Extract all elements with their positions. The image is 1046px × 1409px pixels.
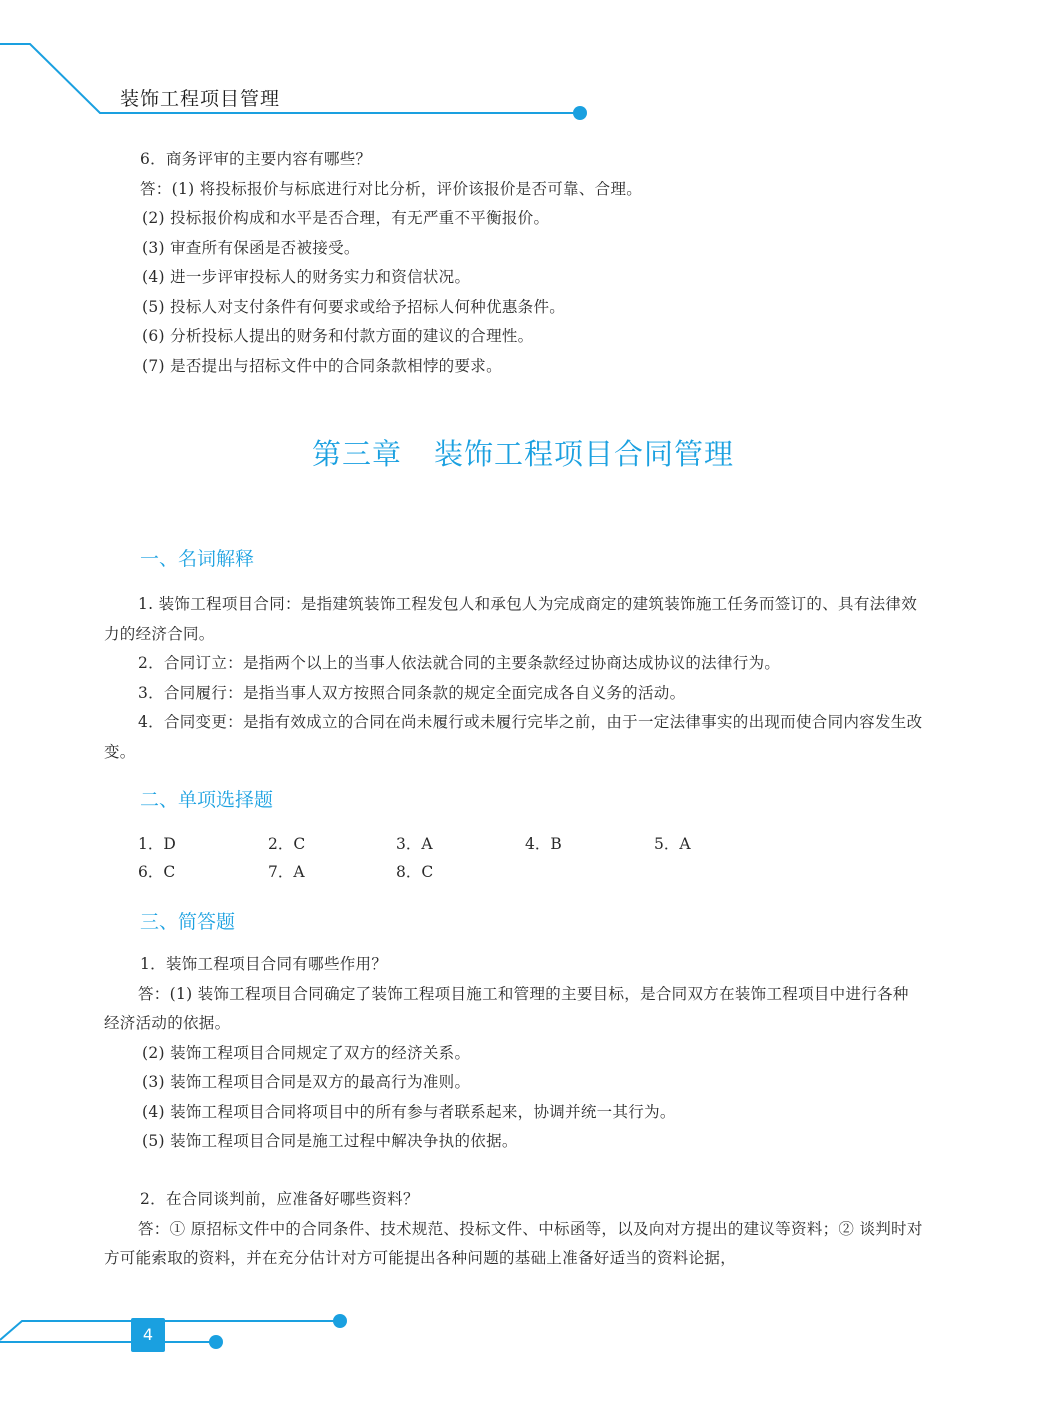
q6-item: (6) 分析投标人提出的财务和付款方面的建议的合理性。 bbox=[142, 327, 534, 345]
q6-question: 6．商务评审的主要内容有哪些？ bbox=[140, 150, 372, 168]
sq1-item: (5) 装饰工程项目合同是施工过程中解决争执的依据。 bbox=[142, 1132, 518, 1150]
answer-item: 3．A bbox=[396, 835, 433, 853]
chapter-number: 第三章 bbox=[311, 437, 402, 471]
answer-item: 4．B bbox=[525, 835, 562, 853]
q6-item: (3) 审查所有保函是否被接受。 bbox=[142, 238, 360, 257]
answer-item: 8．C bbox=[396, 863, 434, 881]
answer-item: 6．C bbox=[138, 863, 176, 881]
term-item: 1. 装饰工程项目合同：是指建筑装饰工程发包人和承包人为完成商定的建筑装饰施工任务而签订的、具有法律效力的经济合同。 bbox=[104, 595, 918, 643]
q6-item: (4) 进一步评审投标人的财务实力和资信状况。 bbox=[142, 268, 471, 286]
terms-block bbox=[104, 590, 924, 767]
answer-item: 7．A bbox=[268, 863, 305, 881]
q6-answer-first: 答：(1) 将投标报价与标底进行对比分析，评价该报价是否可靠、合理。 bbox=[140, 179, 643, 198]
chapter-title: 装饰工程项目合同管理 bbox=[434, 437, 735, 471]
q6-item: (7) 是否提出与招标文件中的合同条款相悖的要求。 bbox=[142, 356, 502, 375]
answer-item: 5．A bbox=[654, 835, 691, 853]
chapter-heading bbox=[0, 432, 1046, 473]
header-title: 装饰工程项目管理 bbox=[120, 88, 281, 110]
term-item: 3．合同履行：是指当事人双方按照合同条款的规定全面完成各自义务的活动。 bbox=[138, 683, 686, 702]
term-item: 4．合同变更：是指有效成立的合同在尚未履行或未履行完毕之前，由于一定法律事实的出现而使合同内容发生改变。 bbox=[104, 713, 923, 761]
section-heading-terms: 一、名词解释 bbox=[140, 548, 255, 570]
answer-item: 2．C bbox=[268, 835, 306, 853]
q6-item: (5) 投标人对支付条件有何要求或给予招标人何种优惠条件。 bbox=[142, 297, 566, 316]
sq1-question: 1．装饰工程项目合同有哪些作用？ bbox=[140, 955, 388, 973]
term-item: 2．合同订立：是指两个以上的当事人依法就合同的主要条款经过协商达成协议的法律行为。 bbox=[138, 654, 781, 672]
page-number: 4 bbox=[131, 1318, 165, 1352]
sq1-item: (4) 装饰工程项目合同将项目中的所有参与者联系起来，协调并统一其行为。 bbox=[142, 1102, 676, 1121]
sq1-item: (2) 装饰工程项目合同规定了双方的经济关系。 bbox=[142, 1043, 471, 1062]
q6-item: (2) 投标报价构成和水平是否合理，有无严重不平衡报价。 bbox=[142, 209, 550, 227]
sq1-answer-first: 答：(1) 装饰工程项目合同确定了装饰工程项目施工和管理的主要目标，是合同双方在装饰工程项目中进行各种经济活动的依据。 bbox=[104, 984, 909, 1032]
sq2-question: 2．在合同谈判前，应准备好哪些资料？ bbox=[140, 1190, 419, 1208]
sq1-block bbox=[104, 950, 924, 1157]
sq1-item: (3) 装饰工程项目合同是双方的最高行为准则。 bbox=[142, 1073, 471, 1091]
q6-block bbox=[104, 145, 924, 381]
answer-item: 1．D bbox=[138, 835, 176, 853]
sq2-block bbox=[104, 1185, 924, 1274]
sq2-answer: 答：① 原招标文件中的合同条件、技术规范、投标文件、中标函等，以及向对方提出的建议等资料；② 谈判时对方可能索取的资料，并在充分估计对方可能提出各种问题的基础上准备好适当的资料论据， bbox=[104, 1219, 923, 1267]
section-heading-short: 三、简答题 bbox=[140, 911, 236, 933]
section-heading-choice: 二、单项选择题 bbox=[140, 789, 274, 811]
